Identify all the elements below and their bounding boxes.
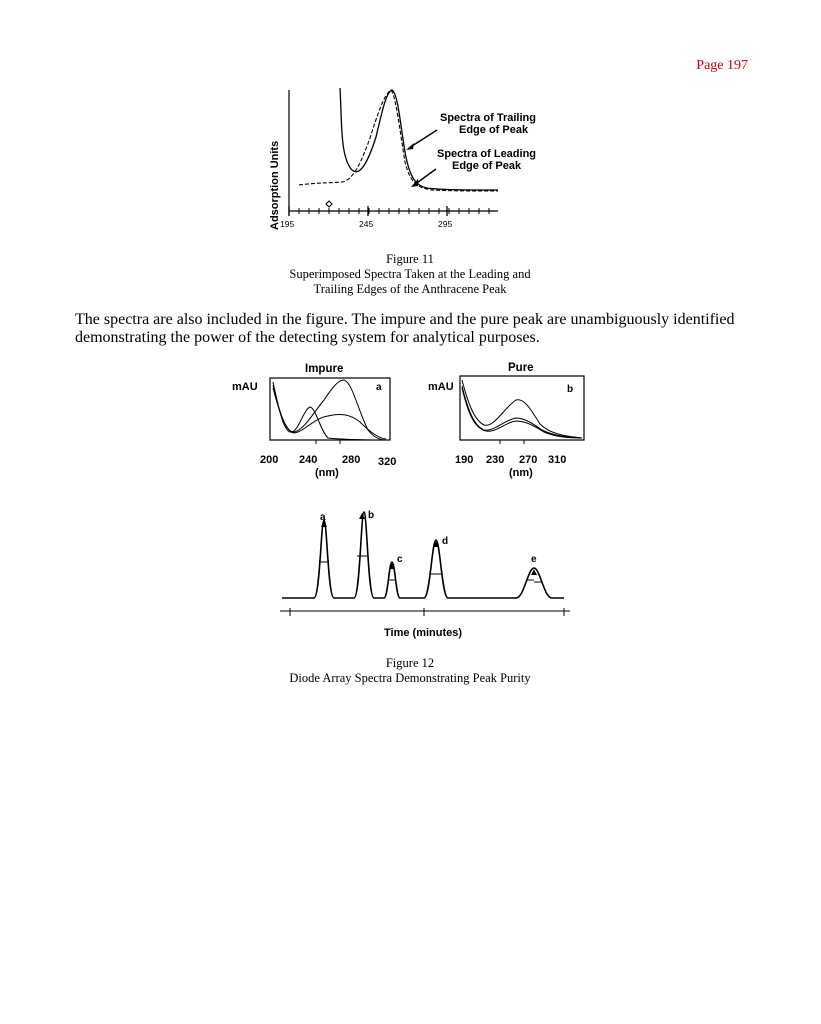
chromatogram — [276, 500, 576, 645]
pure-yunit: mAU — [428, 381, 454, 393]
pure-tick-label: 310 — [548, 454, 567, 466]
figure-11-ylabel: Adsorption Units — [269, 140, 281, 230]
figure-11-plot — [262, 82, 562, 237]
figure-11-arrowhead-icon — [406, 143, 414, 150]
figure-11-caption — [250, 252, 570, 297]
figure-11-annotation: Edge of Peak — [452, 160, 522, 172]
peak-label: d — [442, 536, 449, 547]
figure-11-annotation: Spectra of Trailing — [440, 112, 536, 124]
pure-spectrum-plot — [424, 358, 594, 483]
figure-11-title-line: Trailing Edges of the Anthracene Peak — [313, 282, 507, 296]
impure-spectrum-plot — [228, 360, 413, 485]
impure-letter: a — [376, 382, 382, 393]
pure-tick-label: 270 — [519, 454, 538, 466]
pure-spectrum — [424, 358, 594, 483]
peak-label: c — [397, 554, 403, 565]
figure-11-leading-curve — [299, 90, 498, 191]
impure-tick-label: 200 — [260, 454, 279, 466]
pure-curve-3 — [462, 388, 582, 438]
chromatogram-xlabel: Time (minutes) — [384, 627, 463, 639]
impure-tick-label: 320 — [378, 456, 397, 468]
figure-12-number: Figure 12 — [385, 656, 435, 670]
figure-12-caption — [230, 656, 590, 686]
peak-label: a — [320, 512, 326, 523]
impure-xunit: (nm) — [315, 467, 339, 479]
figure-11-annotation: Edge of Peak — [459, 124, 529, 136]
impure-yunit: mAU — [232, 381, 258, 393]
figure-11-tick: 195 — [280, 219, 295, 229]
impure-tick-label: 240 — [299, 454, 318, 466]
peak-label: e — [531, 554, 537, 565]
peak-markers — [321, 513, 537, 575]
peak-label: b — [368, 510, 375, 521]
impure-spectrum — [228, 360, 413, 485]
figure-11-annotation: Spectra of Leading — [437, 148, 537, 160]
pure-curve-1 — [462, 380, 582, 438]
figure-11-marker-icon — [326, 201, 332, 207]
pure-title: Pure — [508, 362, 534, 374]
impure-title: Impure — [305, 363, 344, 375]
figure-11-tick: 295 — [438, 219, 453, 229]
pure-curve-2 — [462, 386, 582, 438]
pure-xunit: (nm) — [509, 467, 533, 479]
figure-11-trailing-curve — [340, 88, 498, 190]
figure-11-tick: 245 — [359, 219, 374, 229]
body-paragraph: The spectra are also included in the figure. The impure and the pure peak are unambiguously identified demonstrating the power of the detecting system for analytical purposes. — [75, 311, 735, 346]
chromatogram-plot — [276, 500, 576, 645]
figure-12-title: Diode Array Spectra Demonstrating Peak Purity — [289, 671, 531, 685]
figure-11-number: Figure 11 — [386, 252, 434, 266]
pure-tick-label: 190 — [455, 454, 474, 466]
impure-tick-label: 280 — [342, 454, 361, 466]
pure-ticks — [500, 440, 524, 444]
pure-letter: b — [567, 384, 574, 395]
page-number: Page 197 — [696, 58, 748, 73]
pure-frame — [460, 376, 584, 440]
figure-11 — [262, 82, 562, 237]
figure-11-title-line: Superimposed Spectra Taken at the Leading and — [289, 267, 531, 281]
pure-tick-label: 230 — [486, 454, 505, 466]
impure-ticks — [316, 440, 340, 444]
chromatogram-ticks — [290, 608, 564, 616]
